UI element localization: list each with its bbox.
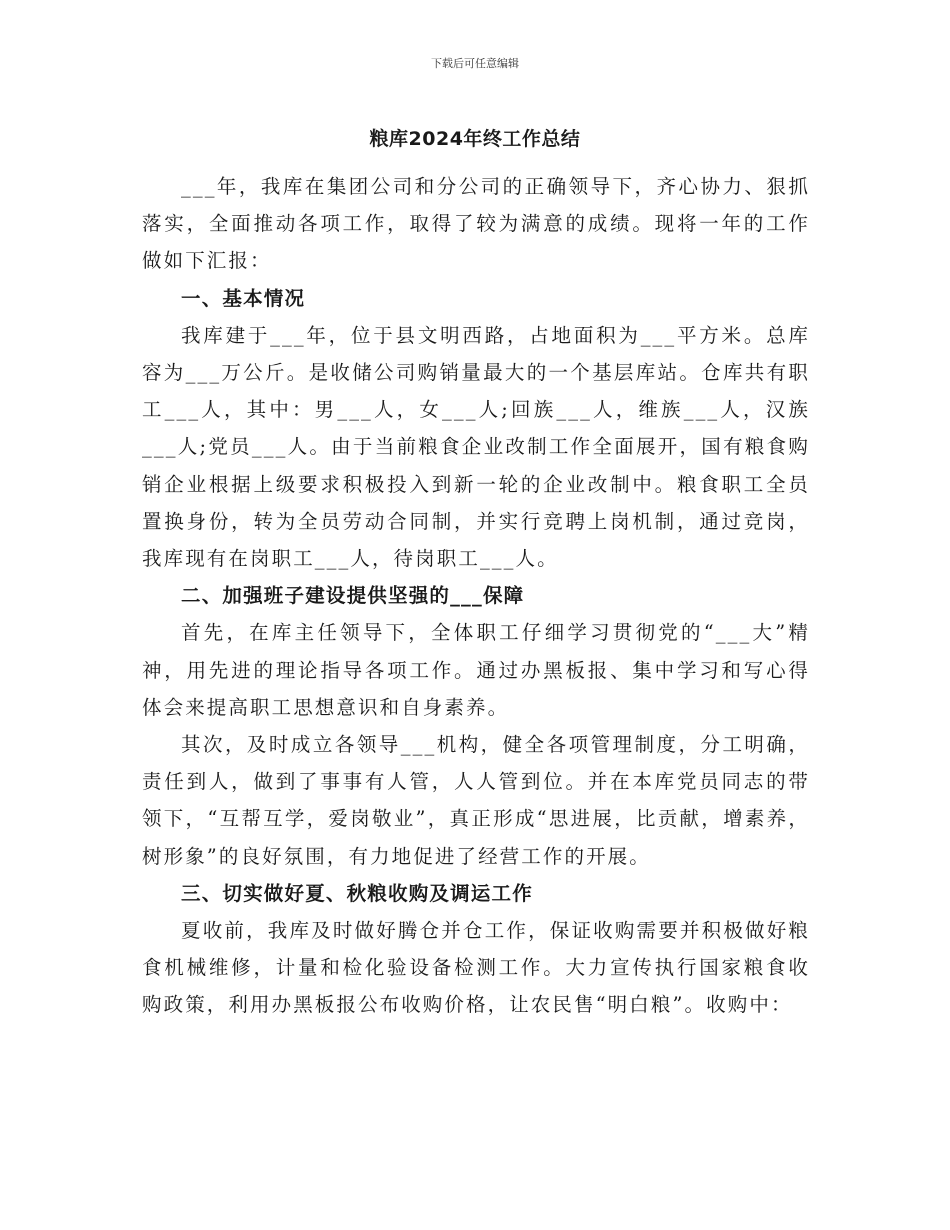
section-heading-team-building: 二、加强班子建设提供坚强的___保障 xyxy=(181,584,525,608)
team-building-paragraph-1: 首先，在库主任领导下，全体职工仔细学习贯彻党的“___大”精神，用先进的理论指导各项工作。通过办黑板报、集中学习和写心得体会来提高职工思想意识和自身素养。 xyxy=(142,621,810,719)
grain-purchase-paragraph: 夏收前，我库及时做好腾仓并仓工作，保证收购需要并积极做好粮食机械维修，计量和检化验设备检测工作。大力宣传执行国家粮食收购政策，利用办黑板报公布收购价格，让农民售“明白粮”。收购中： xyxy=(142,919,810,1017)
basic-info-paragraph: 我库建于___年，位于县文明西路，占地面积为___平方米。总库容为___万公斤。是收储公司购销量最大的一个基层库站。仓库共有职工___人，其中：男___人，女___人;回族___人，维族___人，汉族___人;党员___人。由于当前粮食企业改制工作全面展开，国有粮食购销企业根据上级要求积极投入到新一轮的企业改制中。粮食职工全员置换身份，转为全员劳动合同制，并实行竞聘上岗机制，通过竞岗，我库现有在岗职工___人，待岗职工___人。 xyxy=(142,323,810,571)
document-title: 粮库2024年终工作总结 xyxy=(369,128,581,150)
section-heading-basic-info: 一、基本情况 xyxy=(181,286,306,310)
section-heading-grain-purchase: 三、切实做好夏、秋粮收购及调运工作 xyxy=(181,881,533,905)
intro-paragraph: ___年，我库在集团公司和分公司的正确领导下，齐心协力、狠抓落实，全面推动各项工作，取得了较为满意的成绩。现将一年的工作做如下汇报： xyxy=(142,175,810,273)
team-building-paragraph-2: 其次，及时成立各领导___机构，健全各项管理制度，分工明确，责任到人，做到了事事有人管，人人管到位。并在本库党员同志的带领下，“互帮互学，爱岗敬业”，真正形成“思进展，比贡献，增素养，树形象”的良好氛围，有力地促进了经营工作的开展。 xyxy=(142,733,810,868)
document-body xyxy=(142,168,810,1024)
header-note: 下载后可任意编辑 xyxy=(431,57,519,70)
